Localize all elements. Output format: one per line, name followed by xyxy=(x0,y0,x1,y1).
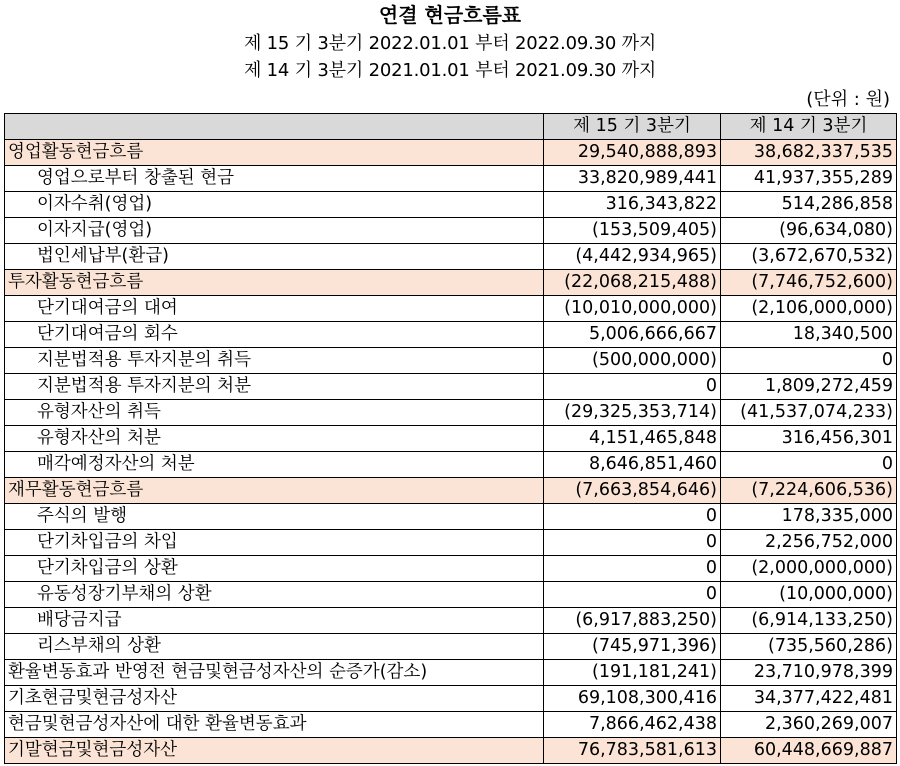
row-prior-value: (96,634,080) xyxy=(721,218,897,244)
row-label: 법인세납부(환급) xyxy=(5,244,544,270)
table-row xyxy=(5,582,897,608)
row-label: 배당금지급 xyxy=(5,608,544,634)
row-prior-value: 178,335,000 xyxy=(721,504,897,530)
table-row xyxy=(5,374,897,400)
row-prior-value: (3,672,670,532) xyxy=(721,244,897,270)
unit-label: (단위 : 원) xyxy=(806,89,890,110)
row-label: 기초현금및현금성자산 xyxy=(5,686,544,712)
row-label: 영업으로부터 창출된 현금 xyxy=(5,166,544,192)
row-current-value: (745,971,396) xyxy=(544,634,721,660)
period-current: 제 15 기 3분기 2022.01.01 부터 2022.09.30 까지 xyxy=(243,33,657,54)
row-prior-value: (6,914,133,250) xyxy=(721,608,897,634)
table-row xyxy=(5,556,897,582)
row-prior-value: 41,937,355,289 xyxy=(721,166,897,192)
cash-flow-table xyxy=(4,113,897,764)
row-prior-value: 2,360,269,007 xyxy=(721,712,897,738)
table-row xyxy=(5,452,897,478)
row-current-value: 69,108,300,416 xyxy=(544,686,721,712)
table-row xyxy=(5,608,897,634)
row-label: 주식의 발행 xyxy=(5,504,544,530)
row-current-value: (29,325,353,714) xyxy=(544,400,721,426)
row-prior-value: 34,377,422,481 xyxy=(721,686,897,712)
row-label: 단기차입금의 차입 xyxy=(5,530,544,556)
table-header-row xyxy=(5,114,897,140)
table-row xyxy=(5,504,897,530)
row-current-value: (7,663,854,646) xyxy=(544,478,721,504)
table-row xyxy=(5,426,897,452)
row-label: 유형자산의 처분 xyxy=(5,426,544,452)
table-row xyxy=(5,218,897,244)
row-label: 단기대여금의 회수 xyxy=(5,322,544,348)
row-current-value: (22,068,215,488) xyxy=(544,270,721,296)
row-current-value: 0 xyxy=(544,530,721,556)
row-label: 현금및현금성자산에 대한 환율변동효과 xyxy=(5,712,544,738)
row-prior-value: (7,746,752,600) xyxy=(721,270,897,296)
table-row xyxy=(5,322,897,348)
row-current-value: (153,509,405) xyxy=(544,218,721,244)
table-row xyxy=(5,244,897,270)
row-prior-value: 60,448,669,887 xyxy=(721,738,897,764)
table-row xyxy=(5,296,897,322)
row-current-value: 0 xyxy=(544,582,721,608)
row-prior-value: (2,000,000,000) xyxy=(721,556,897,582)
table-row xyxy=(5,400,897,426)
table-row xyxy=(5,634,897,660)
row-prior-value: (7,224,606,536) xyxy=(721,478,897,504)
row-prior-value: 514,286,858 xyxy=(721,192,897,218)
table-row xyxy=(5,192,897,218)
table-row xyxy=(5,530,897,556)
row-current-value: 76,783,581,613 xyxy=(544,738,721,764)
row-label: 유동성장기부채의 상환 xyxy=(5,582,544,608)
document-title: 연결 현금흐름표 xyxy=(378,3,522,27)
row-label: 리스부채의 상환 xyxy=(5,634,544,660)
row-prior-value: (41,537,074,233) xyxy=(721,400,897,426)
row-current-value: 7,866,462,438 xyxy=(544,712,721,738)
period-prior: 제 14 기 3분기 2021.01.01 부터 2021.09.30 까지 xyxy=(243,60,657,81)
row-prior-value: 316,456,301 xyxy=(721,426,897,452)
row-current-value: (4,442,934,965) xyxy=(544,244,721,270)
table-row xyxy=(5,478,897,504)
row-label: 투자활동현금흐름 xyxy=(5,270,544,296)
row-label: 영업활동현금흐름 xyxy=(5,140,544,166)
row-prior-value: (10,000,000) xyxy=(721,582,897,608)
row-label: 지분법적용 투자지분의 취득 xyxy=(5,348,544,374)
row-prior-value: 23,710,978,399 xyxy=(721,660,897,686)
row-prior-value: 18,340,500 xyxy=(721,322,897,348)
row-prior-value: 2,256,752,000 xyxy=(721,530,897,556)
row-prior-value: (2,106,000,000) xyxy=(721,296,897,322)
row-current-value: 33,820,989,441 xyxy=(544,166,721,192)
row-current-value: 0 xyxy=(544,556,721,582)
row-label: 매각예정자산의 처분 xyxy=(5,452,544,478)
row-label: 이자지급(영업) xyxy=(5,218,544,244)
header-label-cell xyxy=(5,114,544,140)
table-row xyxy=(5,140,897,166)
table-row xyxy=(5,660,897,686)
row-prior-value: 0 xyxy=(721,452,897,478)
table-row xyxy=(5,712,897,738)
row-current-value: 29,540,888,893 xyxy=(544,140,721,166)
row-label: 단기차입금의 상환 xyxy=(5,556,544,582)
table-row xyxy=(5,166,897,192)
row-current-value: (10,010,000,000) xyxy=(544,296,721,322)
row-label: 단기대여금의 대여 xyxy=(5,296,544,322)
row-prior-value: 38,682,337,535 xyxy=(721,140,897,166)
row-prior-value: 1,809,272,459 xyxy=(721,374,897,400)
row-current-value: 0 xyxy=(544,374,721,400)
row-current-value: 316,343,822 xyxy=(544,192,721,218)
row-current-value: (191,181,241) xyxy=(544,660,721,686)
row-current-value: 0 xyxy=(544,504,721,530)
row-prior-value: 0 xyxy=(721,348,897,374)
row-current-value: 4,151,465,848 xyxy=(544,426,721,452)
row-label: 환율변동효과 반영전 현금및현금성자산의 순증가(감소) xyxy=(5,660,544,686)
row-current-value: (6,917,883,250) xyxy=(544,608,721,634)
header-current-period: 제 15 기 3분기 xyxy=(544,114,721,140)
table-row xyxy=(5,348,897,374)
header-prior-period: 제 14 기 3분기 xyxy=(721,114,897,140)
row-label: 이자수취(영업) xyxy=(5,192,544,218)
table-row xyxy=(5,686,897,712)
row-current-value: 5,006,666,667 xyxy=(544,322,721,348)
row-prior-value: (735,560,286) xyxy=(721,634,897,660)
row-current-value: 8,646,851,460 xyxy=(544,452,721,478)
row-label: 기말현금및현금성자산 xyxy=(5,738,544,764)
row-current-value: (500,000,000) xyxy=(544,348,721,374)
row-label: 지분법적용 투자지분의 처분 xyxy=(5,374,544,400)
table-row xyxy=(5,270,897,296)
row-label: 유형자산의 취득 xyxy=(5,400,544,426)
row-label: 재무활동현금흐름 xyxy=(5,478,544,504)
table-row xyxy=(5,738,897,764)
